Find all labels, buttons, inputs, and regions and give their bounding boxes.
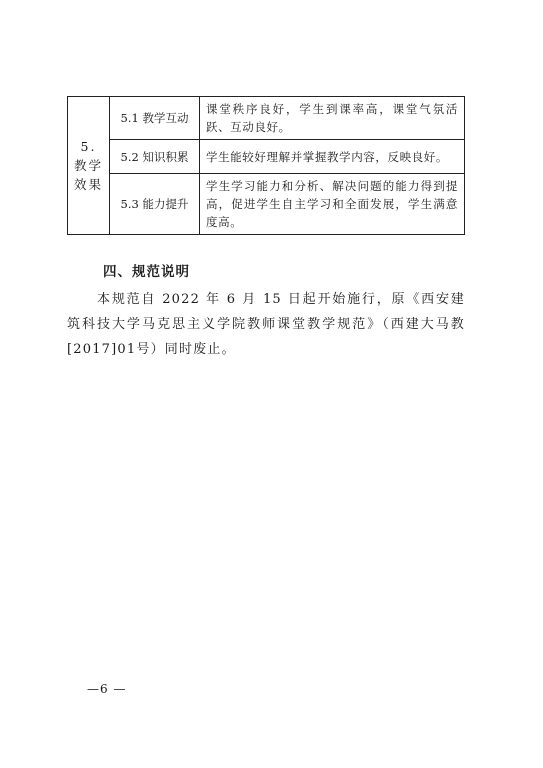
page-number: —6 — — [87, 682, 127, 696]
description-cell — [200, 174, 465, 235]
category-cell — [68, 97, 110, 235]
table-row — [68, 97, 465, 140]
section-paragraph: 本规范自 2022 年 6 月 15 日起开始施行，原《西安建筑科技大学马克思主义学院教师课堂教学规范》（西建大马教[2017]01号）同时废止。 — [67, 292, 465, 357]
item-cell — [110, 97, 200, 140]
item-cell — [110, 140, 200, 174]
item-cell — [110, 174, 200, 235]
table-row — [68, 140, 465, 174]
item-label: 5.2 知识积累 — [120, 149, 189, 164]
table-row — [68, 174, 465, 235]
description-cell — [200, 140, 465, 174]
description-cell — [200, 97, 465, 140]
item-label: 5.1 教学互动 — [120, 111, 189, 125]
item-label: 5.3 能力提升 — [120, 197, 189, 211]
category-label: 5. 教学效果 — [73, 139, 103, 192]
item-description: 课堂秩序良好，学生到课率高，课堂气氛活跃、互动良好。 — [206, 102, 458, 134]
item-description: 学生能较好理解并掌握教学内容，反映良好。 — [206, 149, 448, 164]
section-heading: 四、规范说明 — [103, 264, 190, 280]
criteria-table — [67, 96, 465, 235]
item-description: 学生学习能力和分析、解决问题的能力得到提高，促进学生自主学习和全面发展，学生满意度高。 — [206, 179, 458, 229]
